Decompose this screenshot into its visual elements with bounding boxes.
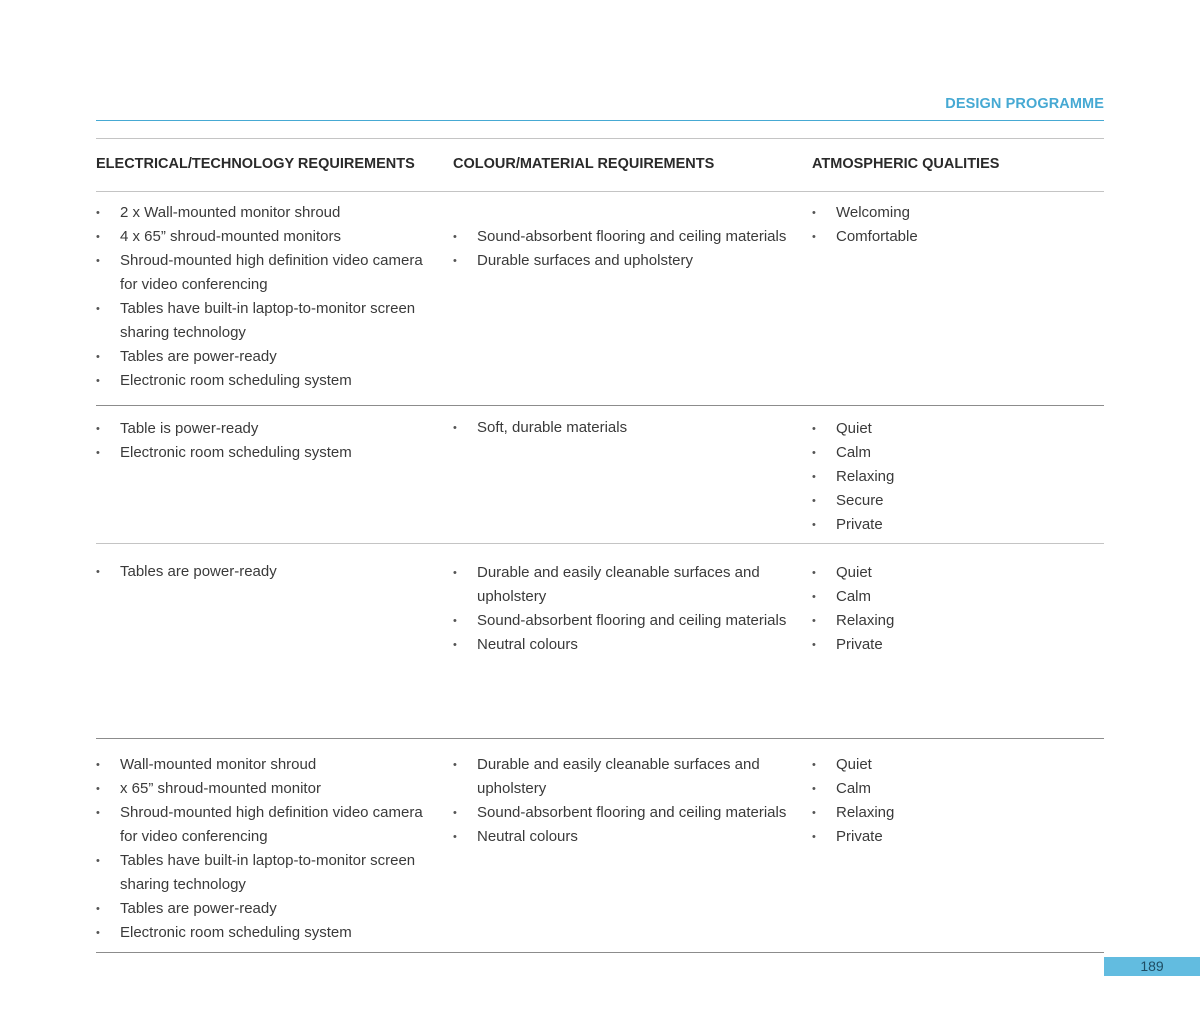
list-item: • Tables are power-ready — [96, 345, 441, 369]
row-4-atmospheric-cell — [812, 753, 1102, 849]
table-top-rule — [96, 138, 1104, 139]
bullet-list — [96, 753, 441, 945]
row-4-electrical-cell — [96, 753, 441, 945]
bullet-list — [812, 753, 1102, 849]
bullet-list — [453, 416, 793, 440]
row-3-colour-cell — [453, 561, 793, 657]
list-item: • 2 x Wall-mounted monitor shroud — [96, 201, 441, 225]
page-number: 189 — [1104, 957, 1200, 976]
row-1-colour-cell — [453, 225, 793, 273]
list-item: • Electronic room scheduling system — [96, 921, 441, 945]
header-rule — [96, 191, 1104, 192]
list-item: • Neutral colours — [453, 825, 793, 849]
list-item: • Table is power-ready — [96, 417, 441, 441]
list-item: • Neutral colours — [453, 633, 793, 657]
list-item: • Calm — [812, 777, 1102, 801]
list-item: • Quiet — [812, 561, 1102, 585]
bullet-list — [812, 561, 1102, 657]
section-title: DESIGN PROGRAMME — [945, 96, 1104, 112]
row-4-colour-cell — [453, 753, 793, 849]
list-item: • Electronic room scheduling system — [96, 369, 441, 393]
bullet-list — [96, 201, 441, 393]
list-item: • Sound-absorbent flooring and ceiling materials — [453, 225, 793, 249]
list-item: • Secure — [812, 489, 1102, 513]
bullet-list — [812, 201, 1102, 249]
list-item: • Tables are power-ready — [96, 897, 441, 921]
bullet-list — [453, 753, 793, 849]
title-rule — [96, 120, 1104, 121]
list-item: • Relaxing — [812, 609, 1102, 633]
list-item: • Calm — [812, 585, 1102, 609]
list-item: • Comfortable — [812, 225, 1102, 249]
bullet-list — [96, 560, 441, 584]
row-3-electrical-cell — [96, 560, 441, 584]
list-item: • Durable surfaces and upholstery — [453, 249, 793, 273]
list-item: • Sound-absorbent flooring and ceiling materials — [453, 801, 793, 825]
list-item: • Wall-mounted monitor shroud — [96, 753, 441, 777]
list-item: • Tables have built-in laptop-to-monitor screen sharing technology — [96, 849, 441, 897]
row-2-atmospheric-cell — [812, 417, 1102, 537]
column-header-atmospheric: ATMOSPHERIC QUALITIES — [812, 156, 1000, 172]
list-item: • x 65” shroud-mounted monitor — [96, 777, 441, 801]
row-1-atmospheric-cell — [812, 201, 1102, 249]
list-item: • Relaxing — [812, 465, 1102, 489]
bullet-list — [96, 417, 441, 465]
list-item: • Soft, durable materials — [453, 416, 793, 440]
list-item: • Quiet — [812, 753, 1102, 777]
row-3-atmospheric-cell — [812, 561, 1102, 657]
row-2-rule — [96, 543, 1104, 544]
list-item: • Electronic room scheduling system — [96, 441, 441, 465]
list-item: • Durable and easily cleanable surfaces and upholstery — [453, 561, 793, 609]
list-item: • Private — [812, 513, 1102, 537]
table-bottom-rule — [96, 952, 1104, 953]
row-3-rule — [96, 738, 1104, 739]
list-item: • Quiet — [812, 417, 1102, 441]
list-item: • Shroud-mounted high definition video camera for video conferencing — [96, 249, 441, 297]
list-item: • Private — [812, 633, 1102, 657]
column-header-electrical: ELECTRICAL/TECHNOLOGY REQUIREMENTS — [96, 156, 415, 172]
bullet-list — [812, 417, 1102, 537]
list-item: • Calm — [812, 441, 1102, 465]
row-2-electrical-cell — [96, 417, 441, 465]
list-item: • Tables are power-ready — [96, 560, 441, 584]
row-1-electrical-cell — [96, 201, 441, 393]
row-2-colour-cell — [453, 416, 793, 440]
row-1-rule — [96, 405, 1104, 406]
list-item: • Sound-absorbent flooring and ceiling materials — [453, 609, 793, 633]
list-item: • Relaxing — [812, 801, 1102, 825]
column-header-colour: COLOUR/MATERIAL REQUIREMENTS — [453, 156, 715, 172]
list-item: • Private — [812, 825, 1102, 849]
list-item: • Durable and easily cleanable surfaces and upholstery — [453, 753, 793, 801]
bullet-list — [453, 561, 793, 657]
list-item: • Shroud-mounted high definition video camera for video conferencing — [96, 801, 441, 849]
list-item: • 4 x 65” shroud-mounted monitors — [96, 225, 441, 249]
bullet-list — [453, 225, 793, 273]
list-item: • Tables have built-in laptop-to-monitor screen sharing technology — [96, 297, 441, 345]
list-item: • Welcoming — [812, 201, 1102, 225]
